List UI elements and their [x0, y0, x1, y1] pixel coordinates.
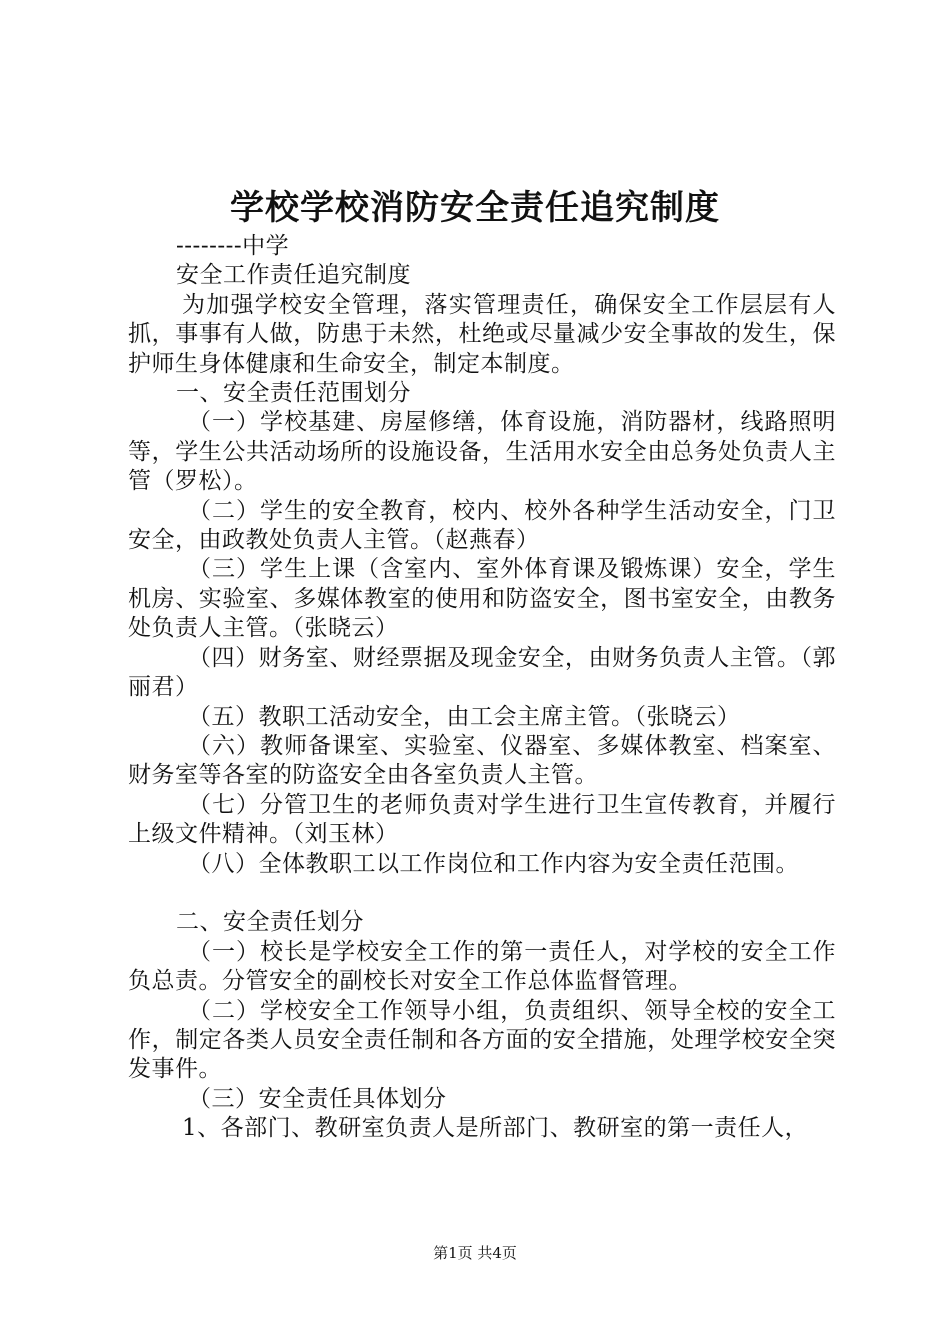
page-footer: 第1页 共4页 — [433, 1244, 517, 1262]
document-title: 学校学校消防安全责任追究制度 — [230, 188, 720, 228]
paragraph-item: （六）教师备课室、实验室、仪器室、多媒体教室、档案室、财务室等各室的防盗安全由各室负责人主管。 — [128, 732, 836, 789]
section-heading-1: 一、安全责任范围划分 — [176, 380, 411, 407]
paragraph-item: （二）学生的安全教育，校内、校外各种学生活动安全，门卫安全，由政教处负责人主管。（赵燕春） — [128, 497, 836, 554]
section-heading-2: 二、安全责任划分 — [176, 909, 364, 936]
document-body — [128, 232, 836, 1144]
blank-line — [128, 879, 836, 908]
paragraph-item: （三）学生上课（含室内、室外体育课及锻炼课）安全，学生机房、实验室、多媒体教室的使用和防盗安全，图书室安全，由教务处负责人主管。（张晓云） — [128, 556, 836, 642]
paragraph-item: （四）财务室、财经票据及现金安全，由财务负责人主管。（郭丽君） — [128, 644, 836, 701]
paragraph-item: （一）校长是学校安全工作的第一责任人，对学校的安全工作负总责。分管安全的副校长对安全工作总体监督管理。 — [128, 938, 836, 995]
paragraph-item: （五）教职工活动安全，由工会主席主管。（张晓云） — [188, 703, 741, 730]
paragraph-intro: 为加强学校安全管理，落实管理责任，确保安全工作层层有人抓，事事有人做，防患于未然，杜绝或尽量减少安全事故的发生，保护师生身体健康和生命安全，制定本制度。 — [128, 291, 836, 377]
paragraph-item: （八）全体教职工以工作岗位和工作内容为安全责任范围。 — [188, 850, 799, 877]
document-subtitle: 安全工作责任追究制度 — [176, 262, 411, 289]
paragraph-item: （七）分管卫生的老师负责对学生进行卫生宣传教育，并履行上级文件精神。（刘玉林） — [128, 791, 836, 848]
subsection-heading: （三）安全责任具体划分 — [188, 1085, 447, 1112]
school-line: --------中学 — [176, 233, 290, 259]
paragraph-item: （二）学校安全工作领导小组，负责组织、领导全校的安全工作，制定各类人员安全责任制和各方面的安全措施，处理学校安全突发事件。 — [128, 997, 836, 1083]
paragraph-item: （一）学校基建、房屋修缮，体育设施，消防器材，线路照明等，学生公共活动场所的设施设备，生活用水安全由总务处负责人主管（罗松）。 — [128, 409, 836, 495]
paragraph-item: 1、各部门、教研室负责人是所部门、教研室的第一责任人， — [182, 1115, 809, 1142]
